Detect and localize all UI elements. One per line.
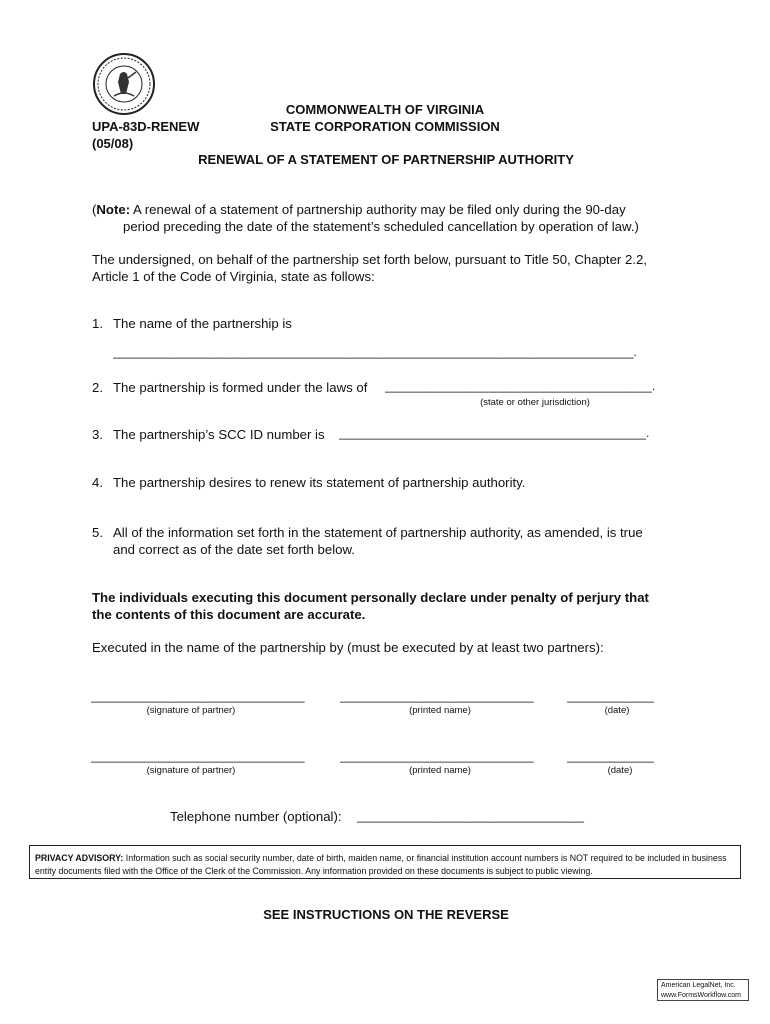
item-number: 3. [92,427,103,442]
item-text: The name of the partnership is [113,316,292,331]
privacy-advisory [29,845,741,879]
note-label: Note: [96,202,131,217]
jurisdiction-field[interactable]: ________________________________________. [385,379,656,393]
date-field-1[interactable]: _____________ [567,689,654,703]
privacy-label: PRIVACY ADVISORY: [35,853,124,863]
printed-name-field-1[interactable]: _____________________________ [340,689,534,703]
agency-line2: STATE CORPORATION COMMISSION [270,119,500,134]
telephone-field[interactable]: __________________________________ [357,809,584,823]
printed-name-field-2[interactable]: _____________________________ [340,749,534,763]
item-number: 2. [92,380,103,395]
executed-statement: Executed in the name of the partnership by (must be executed by at least two partners): [92,640,604,655]
declaration-line2: the contents of this document are accurate. [92,607,366,622]
note-text: A renewal of a statement of partnership authority may be filed only during the 90-day [133,202,626,217]
virginia-seal-icon [92,52,156,116]
form-code: UPA-83D-RENEW [92,119,200,134]
telephone-label: Telephone number (optional): [170,809,342,824]
item-number: 5. [92,525,103,540]
privacy-text: Information such as social security number, date of birth, maiden name, or financial institution account numbers is NOT required to be included in business entity documents filed with the Office of the Clerk of the Commission. Any information provided on these documents is subject to public viewing. [35,853,727,876]
signature-field-1[interactable]: ________________________________ [91,689,305,703]
publisher-line1: American LegalNet, Inc. [661,982,736,989]
item-partnership-name [92,315,682,332]
item-text: The partnership’s SCC ID number is [113,427,325,442]
perjury-declaration [92,589,682,623]
agency-line1: COMMONWEALTH OF VIRGINIA [285,102,485,117]
date-caption-2: (date) [607,765,633,776]
partnership-name-field[interactable]: ______________________________________________________________________________. [113,345,637,359]
publisher-line2: www.FormsWorkflow.com [661,992,741,999]
printed-caption-1: (printed name) [409,705,471,716]
date-field-2[interactable]: _____________ [567,749,654,763]
note-text-line2: period preceding the date of the statement’s scheduled cancellation by operation of law.) [123,219,639,234]
item-number: 1. [92,316,103,331]
item-renew [92,474,682,491]
item-number: 4. [92,475,103,490]
date-caption-1: (date) [604,705,630,716]
note-paragraph: (Note: A renewal of a statement of partnership authority may be filed only during the 90-day period preceding the date of the statement’s scheduled cancellation by operation of law.) [92,201,682,235]
form-date: (05/08) [92,136,134,151]
declaration-line1: The individuals executing this document personally declare under penalty of perjury that [92,590,649,605]
item-information-true [92,524,682,558]
form-identifier [92,118,199,152]
intro-paragraph [92,251,682,285]
agency-heading [235,101,535,135]
signature-caption-2: (signature of partner) [146,765,236,776]
printed-caption-2: (printed name) [409,765,471,776]
item-text: The partnership desires to renew its statement of partnership authority. [113,475,526,490]
signature-caption-1: (signature of partner) [146,705,236,716]
item-text: All of the information set forth in the statement of partnership authority, as amended, is true [113,525,643,540]
publisher-stamp [657,979,749,1001]
scc-id-field[interactable]: ______________________________________________. [339,426,650,440]
instructions-notice: SEE INSTRUCTIONS ON THE REVERSE [263,907,509,922]
intro-line1: The undersigned, on behalf of the partnership set forth below, pursuant to Title 50, Chapter 2.2, [92,252,647,267]
jurisdiction-caption: (state or other jurisdiction) [480,397,590,408]
intro-line2: Article 1 of the Code of Virginia, state as follows: [92,269,375,284]
document-title: RENEWAL OF A STATEMENT OF PARTNERSHIP AUTHORITY [198,152,574,167]
signature-field-2[interactable]: ________________________________ [91,749,305,763]
item-text: The partnership is formed under the laws of [113,380,368,395]
item-text-line2: and correct as of the date set forth below. [113,542,355,557]
